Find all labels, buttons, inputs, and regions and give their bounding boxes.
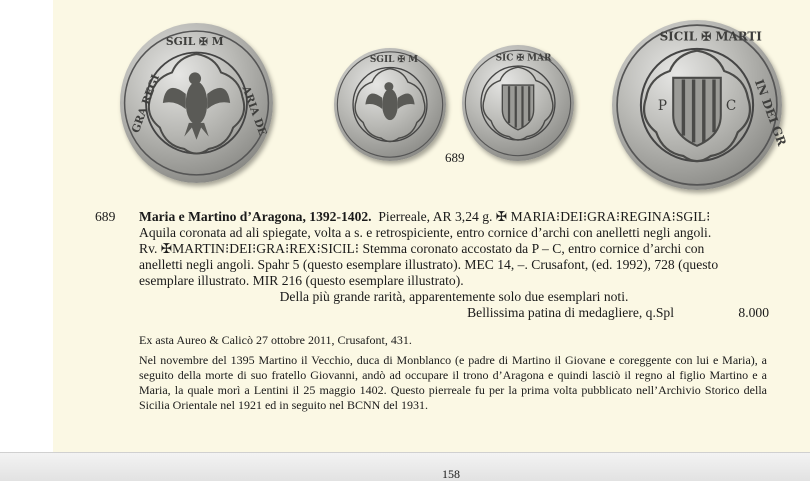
svg-text:GRA REGI: GRA REGI [128, 72, 163, 135]
svg-text:C: C [725, 98, 737, 115]
shield-coin-icon [462, 45, 574, 161]
svg-text:SGIL ✠ M: SGIL ✠ M [369, 54, 419, 65]
svg-text:ARIA DE: ARIA DE [239, 84, 270, 138]
lot-historical-note: Nel novembre del 1395 Martino il Vecchio, duca di Monblanco (e padre di Martino il Giovane e coreggente con lui e Maria), a seguito della morte di suo fratello Giovanni, andò ad occupare il trono d’Aragona e quindi lasciò il regno al figlio Martino e a Maria, la quale morì a Lentini il 25 maggio 1402. Questo pierreale fu per la prima volta pubblicato nell’Archivio Storico della Sicilia Orientale nel 1921 ed in seguito nel BCNN del 1931. [139, 353, 767, 412]
svg-text:SGIL ✠ M: SGIL ✠ M [165, 34, 224, 48]
coin-obverse-small [334, 48, 446, 161]
lot-description [139, 209, 769, 321]
lot-title: Maria e Martino d’Aragona, 1392-1402. [139, 209, 372, 224]
coin-obverse-large [120, 23, 273, 183]
lot-line2: Aquila coronata ad ali spiegate, volta a s. e retrospiciente, entro cornice d’archi con anelletti negli angoli. [139, 225, 712, 240]
coin-reverse-large [612, 20, 789, 190]
eagle-coin-icon [120, 23, 273, 183]
lot-number: 689 [95, 209, 116, 224]
page-footer-bar [0, 452, 810, 481]
svg-text:IN DEI GR: IN DEI GR [751, 77, 789, 148]
svg-text:SIC ✠ MAR: SIC ✠ MAR [495, 53, 552, 64]
svg-text:P: P [657, 98, 668, 115]
lot-line5: esemplare illustrato. MIR 216 (questo esemplare illustrato). [139, 273, 464, 288]
lot-price: 8.000 [738, 305, 769, 320]
lot-line4: anelletti negli angoli. Spahr 5 (questo esemplare illustrato). MEC 14, –. Crusafont, (ed. 1992), 728 (questo [139, 257, 719, 272]
grade-row [139, 305, 769, 321]
lot-rarity: Della più grande rarità, apparentemente solo due esemplari noti. [279, 289, 629, 304]
page-number: 158 [442, 467, 460, 481]
shield-coin-icon [612, 20, 789, 190]
figure-lot-number: 689 [445, 150, 465, 165]
coin-reverse-small [462, 45, 574, 161]
lot-line3: Rv. ✠MARTIN⁝DEI⁝GRA⁝REX⁝SICIL⁝ Stemma coronato accostato da P – C, entro cornice d’archi con [139, 241, 705, 256]
lot-grade: Bellissima patina di medagliere, q.Spl [467, 305, 674, 320]
eagle-coin-icon [334, 48, 446, 161]
lot-line1-rest: Pierreale, AR 3,24 g. ✠ MARIA⁝DEI⁝GRA⁝REGINA⁝SGIL⁝ [378, 209, 711, 224]
svg-text:SICIL ✠ MARTI: SICIL ✠ MARTI [659, 29, 762, 44]
lot-provenance: Ex asta Aureo & Calicò 27 ottobre 2011, Crusafont, 431. [139, 333, 412, 347]
